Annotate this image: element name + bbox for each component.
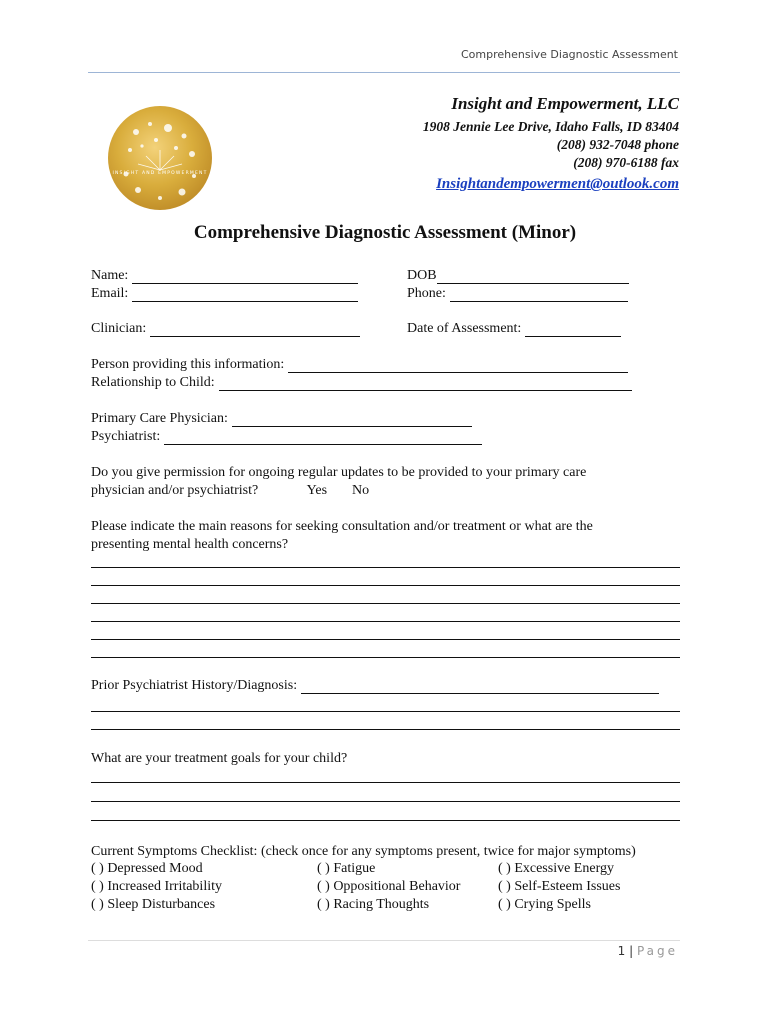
reasons-answer-line[interactable]: [91, 585, 680, 586]
clinician-label: Clinician:: [91, 321, 147, 336]
name-label: Name:: [91, 268, 129, 283]
organization-info: [423, 94, 679, 193]
reasons-line-1: Please indicate the main reasons for seeking consultation and/or treatment or what are the: [91, 519, 593, 534]
organization-address: 1908 Jennie Lee Drive, Idaho Falls, ID 83404: [422, 119, 679, 134]
symptom-checkbox[interactable]: ( ) Sleep Disturbances: [91, 897, 216, 912]
page-label: Page: [636, 944, 678, 958]
email-label: Email:: [91, 286, 129, 301]
person-providing-label: Person providing this information:: [91, 357, 285, 372]
goals-answer-line[interactable]: [91, 820, 680, 821]
pcp-label: Primary Care Physician:: [91, 411, 228, 426]
psychiatrist-input-line[interactable]: [164, 430, 482, 445]
relationship-field[interactable]: [91, 375, 632, 391]
pcp-field[interactable]: [91, 411, 472, 427]
reasons-answer-line[interactable]: [91, 657, 680, 658]
phone-label: Phone:: [407, 286, 446, 301]
prior-history-answer-line[interactable]: [91, 729, 680, 730]
person-providing-field[interactable]: [91, 357, 628, 373]
date-of-assessment-label: Date of Assessment:: [407, 321, 522, 336]
dob-field[interactable]: [407, 268, 629, 284]
reasons-answer-line[interactable]: [91, 603, 680, 604]
prior-history-field[interactable]: [91, 678, 659, 694]
header-divider: [88, 72, 680, 73]
company-logo: [106, 104, 214, 212]
reasons-answer-line[interactable]: [91, 567, 680, 568]
reasons-answer-line[interactable]: [91, 621, 680, 622]
permission-yes-option[interactable]: Yes: [306, 483, 328, 498]
page-footer: [618, 944, 678, 958]
prior-history-input-line[interactable]: [301, 679, 659, 694]
permission-line-1: Do you give permission for ongoing regular updates to be provided to your primary care: [91, 465, 587, 480]
reasons-question: [91, 518, 691, 554]
page-number: 1: [617, 944, 626, 958]
person-providing-input-line[interactable]: [288, 358, 628, 373]
organization-phone: (208) 932-7048 phone: [556, 137, 679, 152]
date-of-assessment-field[interactable]: [407, 321, 621, 337]
psychiatrist-label: Psychiatrist:: [91, 429, 161, 444]
running-header: Comprehensive Diagnostic Assessment: [460, 48, 678, 61]
form-title: Comprehensive Diagnostic Assessment (Minor): [193, 222, 577, 243]
name-field[interactable]: [91, 268, 358, 284]
permission-no-option[interactable]: No: [352, 483, 370, 498]
goals-answer-line[interactable]: [91, 801, 680, 802]
permission-line-2: physician and/or psychiatrist?: [91, 483, 259, 498]
goals-answer-line[interactable]: [91, 782, 680, 783]
dob-input-line[interactable]: [437, 269, 629, 284]
organization-name: Insight and Empowerment, LLC: [451, 94, 679, 113]
symptom-checkbox[interactable]: ( ) Increased Irritability: [91, 879, 222, 894]
reasons-answer-line[interactable]: [91, 639, 680, 640]
reasons-line-2: presenting mental health concerns?: [91, 537, 289, 552]
symptoms-heading: Current Symptoms Checklist: (check once for any symptoms present, twice for major symptoms): [91, 844, 636, 859]
page-separator: |: [629, 944, 634, 958]
prior-history-answer-line[interactable]: [91, 711, 680, 712]
footer-divider: [88, 940, 680, 941]
relationship-label: Relationship to Child:: [91, 375, 215, 390]
permission-question: [91, 464, 691, 500]
symptom-checkbox[interactable]: ( ) Oppositional Behavior: [317, 879, 461, 894]
clinician-input-line[interactable]: [150, 322, 360, 337]
symptom-checkbox[interactable]: ( ) Fatigue: [317, 861, 376, 876]
organization-email-link[interactable]: Insightandempowerment@outlook.com: [436, 176, 679, 192]
relationship-input-line[interactable]: [219, 376, 632, 391]
date-of-assessment-input-line[interactable]: [525, 322, 621, 337]
phone-field[interactable]: [407, 286, 628, 302]
symptom-checkbox[interactable]: ( ) Racing Thoughts: [317, 897, 430, 912]
name-input-line[interactable]: [132, 269, 358, 284]
symptom-checkbox[interactable]: ( ) Self-Esteem Issues: [498, 879, 621, 894]
symptom-checkbox[interactable]: ( ) Depressed Mood: [91, 861, 203, 876]
clinician-field[interactable]: [91, 321, 360, 337]
symptom-checkbox[interactable]: ( ) Crying Spells: [498, 897, 591, 912]
dob-label: DOB: [407, 268, 437, 283]
email-input-line[interactable]: [132, 287, 358, 302]
organization-fax: (208) 970-6188 fax: [573, 155, 679, 170]
logo-text: INSIGHT AND EMPOWERMENT: [112, 171, 208, 176]
psychiatrist-field[interactable]: [91, 429, 482, 445]
symptom-checkbox[interactable]: ( ) Excessive Energy: [498, 861, 614, 876]
pcp-input-line[interactable]: [232, 412, 472, 427]
email-field[interactable]: [91, 286, 358, 302]
goals-question: What are your treatment goals for your child?: [91, 751, 348, 766]
prior-history-label: Prior Psychiatrist History/Diagnosis:: [91, 678, 298, 693]
phone-input-line[interactable]: [450, 287, 628, 302]
